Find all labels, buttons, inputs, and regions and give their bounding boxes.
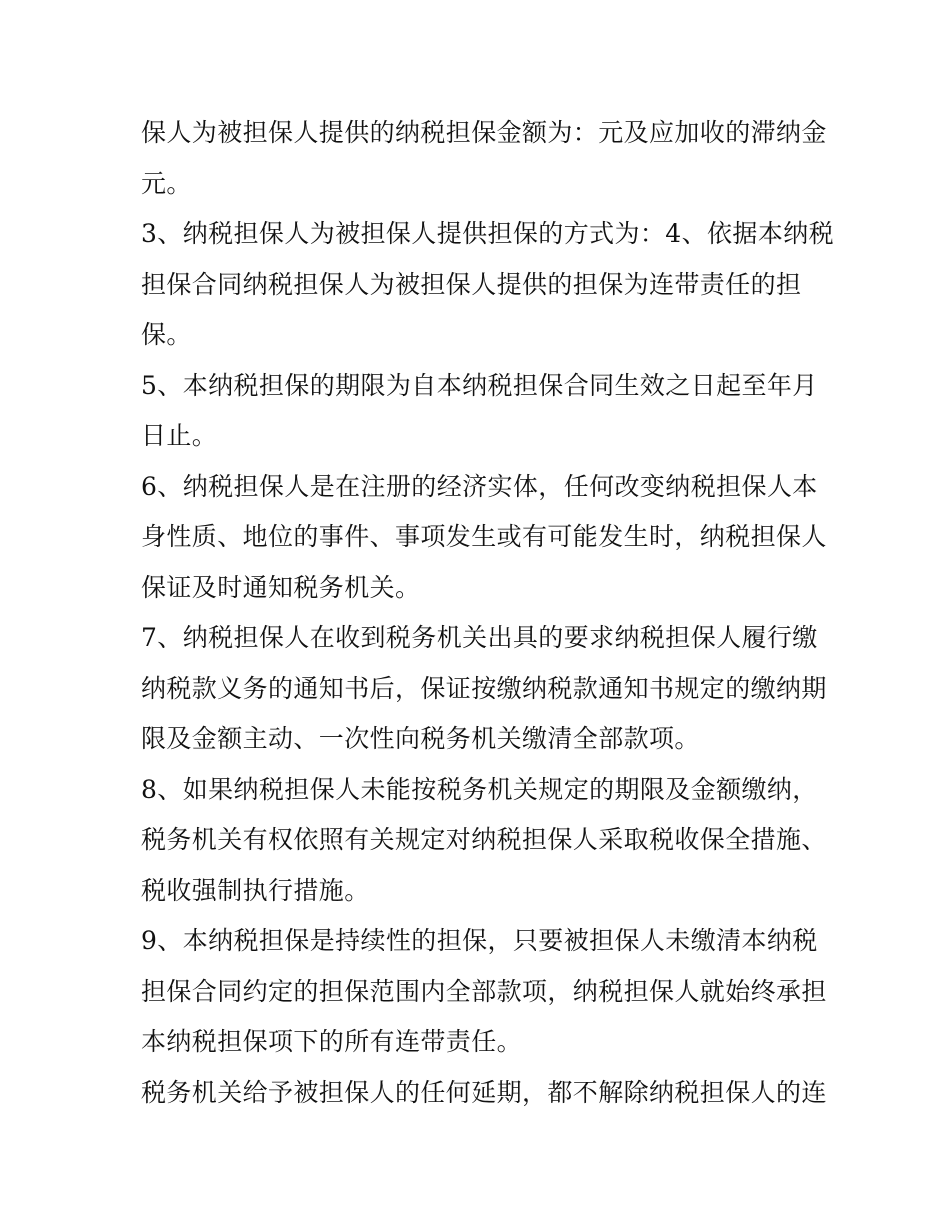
- text-line: 担保合同约定的担保范围内全部款项，纳税担保人就始终承担: [141, 976, 827, 1006]
- text-line: 8、如果纳税担保人未能按税务机关规定的期限及金额缴纳，: [141, 774, 818, 804]
- text-line: 9、本纳税担保是持续性的担保，只要被担保人未缴清本纳税: [141, 926, 818, 955]
- text-line: 税务机关给予被担保人的任何延期，都不解除纳税担保人的连: [141, 1077, 827, 1107]
- text-line: 担保合同纳税担保人为被担保人提供的担保为连带责任的担: [141, 269, 802, 299]
- text-line: 纳税款义务的通知书后，保证按缴纳税款通知书规定的缴纳期: [141, 673, 827, 703]
- text-line: 本纳税担保项下的所有连带责任。: [141, 1027, 523, 1056]
- text-line: 身性质、地位的事件、事项发生或有可能发生时，纳税担保人: [141, 522, 827, 551]
- document-body: [141, 108, 835, 1118]
- text-line: 保证及时通知税务机关。: [141, 572, 421, 602]
- text-line: 6、纳税担保人是在注册的经济实体，任何改变纳税担保人本: [141, 471, 818, 501]
- text-line: 保人为被担保人提供的纳税担保金额为：元及应加收的滞纳金: [141, 118, 827, 147]
- text-line: 税收强制执行措施。: [141, 875, 370, 905]
- text-line: 税务机关有权依照有关规定对纳税担保人采取税收保全措施、: [141, 825, 827, 854]
- text-line: 限及金额主动、一次性向税务机关缴清全部款项。: [141, 724, 700, 753]
- text-line: 3、纳税担保人为被担保人提供担保的方式为：4、依据本纳税: [141, 219, 835, 248]
- text-line: 保。: [141, 320, 192, 349]
- text-line: 日止。: [141, 421, 218, 450]
- text-line: 元。: [141, 168, 192, 198]
- text-line: 7、纳税担保人在收到税务机关出具的要求纳税担保人履行缴: [141, 623, 818, 652]
- text-line: 5、本纳税担保的期限为自本纳税担保合同生效之日起至年月: [141, 370, 818, 400]
